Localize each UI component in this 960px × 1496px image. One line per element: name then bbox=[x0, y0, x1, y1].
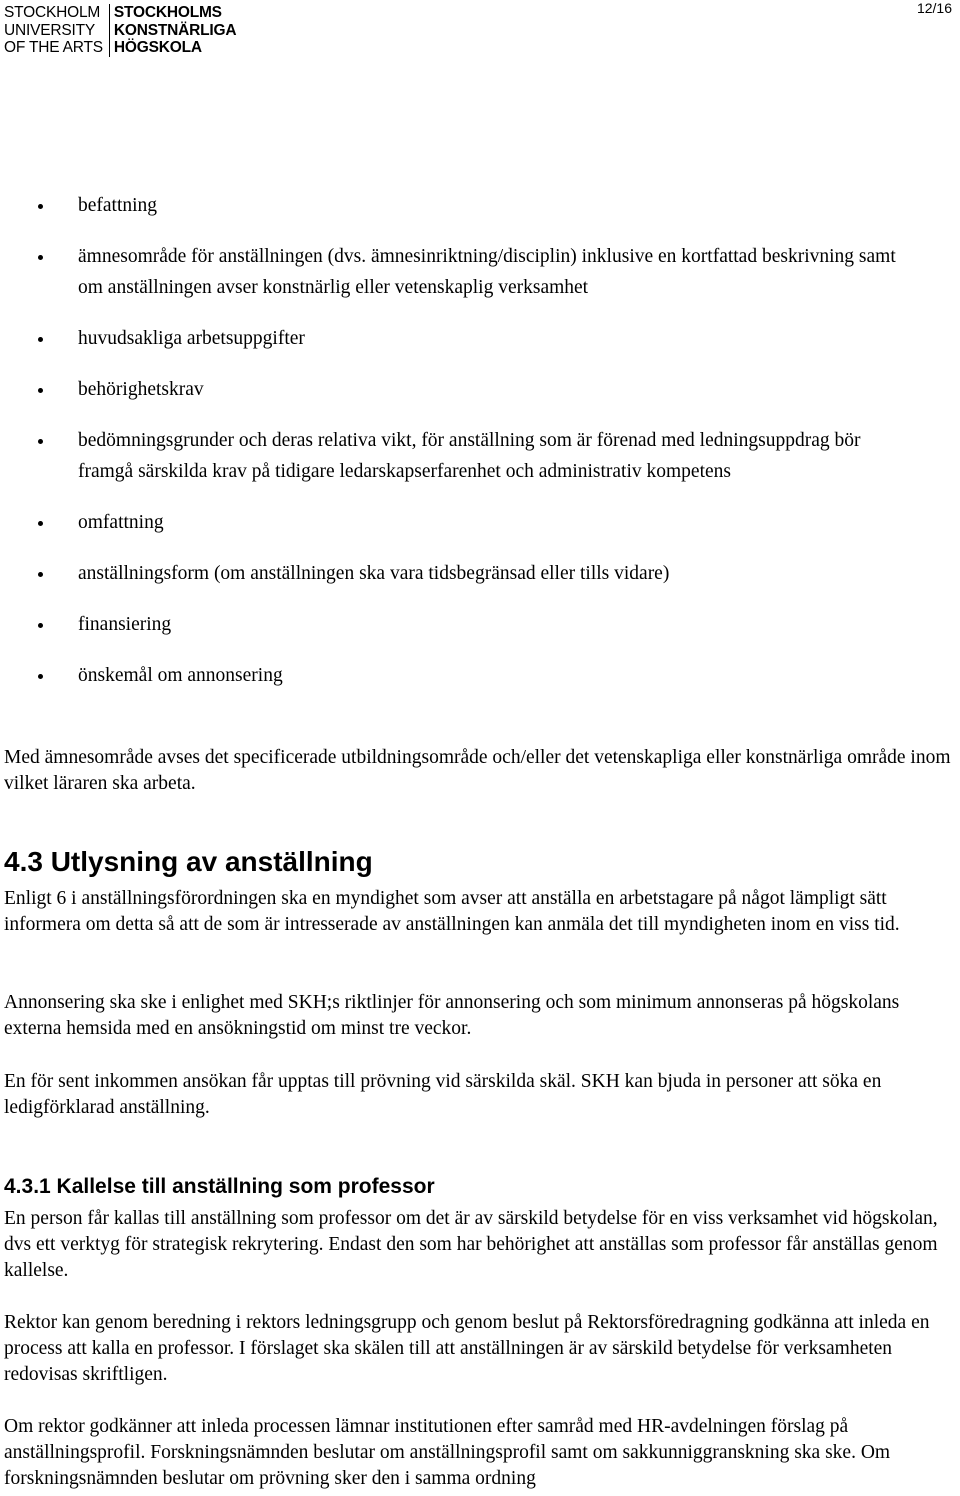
bullet-icon bbox=[38, 388, 43, 393]
page-number: 12/16 bbox=[916, 0, 952, 16]
paragraph-4-3-3: En för sent inkommen ansökan får upptas till prövning vid särskilda skäl. SKH kan bjuda in personer att söka en ledigförklarad anställning. bbox=[4, 1071, 882, 1118]
logo-english bbox=[4, 4, 103, 57]
requirements-list bbox=[0, 190, 960, 711]
paragraph-4-3-2: Annonsering ska ske i enlighet med SKH;s riktlinjer för annonsering och som minimum annonseras på högskolans externa hemsida med en ansökningstid om minst tre veckor. bbox=[4, 992, 900, 1039]
list-item bbox=[0, 660, 960, 691]
paragraph-4-3-1-1: En person får kallas till anställning som professor om det är av särskild betydelse för en viss verksamhet vid högskolan, dvs ett verktyg för strategisk rekrytering. Endast den som har behörighet att anställas som professor får anställas genom kallelse. bbox=[4, 1208, 938, 1281]
logo-sv-line: KONSTNÄRLIGA bbox=[113, 21, 237, 39]
logo-sv-line: HÖGSKOLA bbox=[113, 39, 202, 56]
bullet-icon bbox=[38, 674, 43, 679]
list-item-text: finansiering bbox=[78, 614, 172, 635]
logo-swedish bbox=[109, 4, 236, 57]
list-item-text: bedömningsgrunder och deras relativa vikt, för anställning som är förenad med ledningsuppdrag bör framgå särskilda krav på tidigare ledarskapserfarenhet och administrativ kompetens bbox=[78, 430, 861, 482]
section-heading-4-3-1: 4.3.1 Kallelse till anställning som professor bbox=[4, 1175, 435, 1198]
paragraph-amnesomrade: Med ämnesområde avses det specificerade utbildningsområde och/eller det vetenskapliga eller konstnärliga område inom vilket läraren ska arbeta. bbox=[4, 747, 951, 794]
bullet-icon bbox=[38, 572, 43, 577]
section-heading-4-3: 4.3 Utlysning av anställning bbox=[4, 846, 373, 877]
list-item-text: ämnesområde för anställningen (dvs. ämnesinriktning/disciplin) inklusive en kortfattad beskrivning samt om anställningen avser konstnärlig eller vetenskaplig verksamhet bbox=[78, 246, 896, 298]
paragraph-4-3-1-2: Rektor kan genom beredning i rektors ledningsgrupp och genom beslut på Rektorsföredragning godkänna att inleda en process att kalla en professor. I förslaget ska skälen till att anställningen är av särskild betydelse för verksamheten redovisas skriftligen. bbox=[4, 1312, 930, 1385]
list-item bbox=[0, 190, 960, 221]
list-item bbox=[0, 374, 960, 405]
bullet-icon bbox=[38, 204, 43, 209]
paragraph-4-3-1: Enligt 6 i anställningsförordningen ska en myndighet som avser att anställa en arbetstagare på något lämpligt sätt informera om detta så att de som är intresserade av anställningen kan anmäla det till myndigheten inom en viss tid. bbox=[4, 888, 900, 935]
list-item bbox=[0, 323, 960, 354]
list-item bbox=[0, 425, 960, 487]
logo-en-line: OF THE ARTS bbox=[4, 39, 103, 56]
list-item-text: befattning bbox=[78, 195, 158, 216]
logo-en-line: UNIVERSITY bbox=[4, 21, 96, 39]
university-logo bbox=[4, 4, 236, 57]
list-item bbox=[0, 241, 960, 303]
bullet-icon bbox=[38, 337, 43, 342]
list-item bbox=[0, 558, 960, 589]
list-item-text: omfattning bbox=[78, 512, 164, 533]
list-item-text: huvudsakliga arbetsuppgifter bbox=[78, 328, 305, 349]
list-item-text: anställningsform (om anställningen ska vara tidsbegränsad eller tills vidare) bbox=[78, 563, 670, 584]
bullet-icon bbox=[38, 255, 43, 260]
list-item bbox=[0, 609, 960, 640]
list-item-text: önskemål om annonsering bbox=[78, 665, 283, 686]
logo-en-line: STOCKHOLM bbox=[4, 4, 101, 21]
logo-sv-line: STOCKHOLMS bbox=[113, 4, 222, 21]
list-item bbox=[0, 507, 960, 538]
bullet-icon bbox=[38, 439, 43, 444]
bullet-icon bbox=[38, 521, 43, 526]
bullet-icon bbox=[38, 623, 43, 628]
paragraph-4-3-1-3: Om rektor godkänner att inleda processen lämnar institutionen efter samråd med HR-avdelningen förslag på anställningsprofil. Forskningsnämnden beslutar om anställningsprofil samt om sakkunniggranskning ska ske. Om forskningsnämnden beslutar om prövning sker den i samma ordning bbox=[4, 1416, 891, 1489]
list-item-text: behörighetskrav bbox=[78, 379, 204, 400]
